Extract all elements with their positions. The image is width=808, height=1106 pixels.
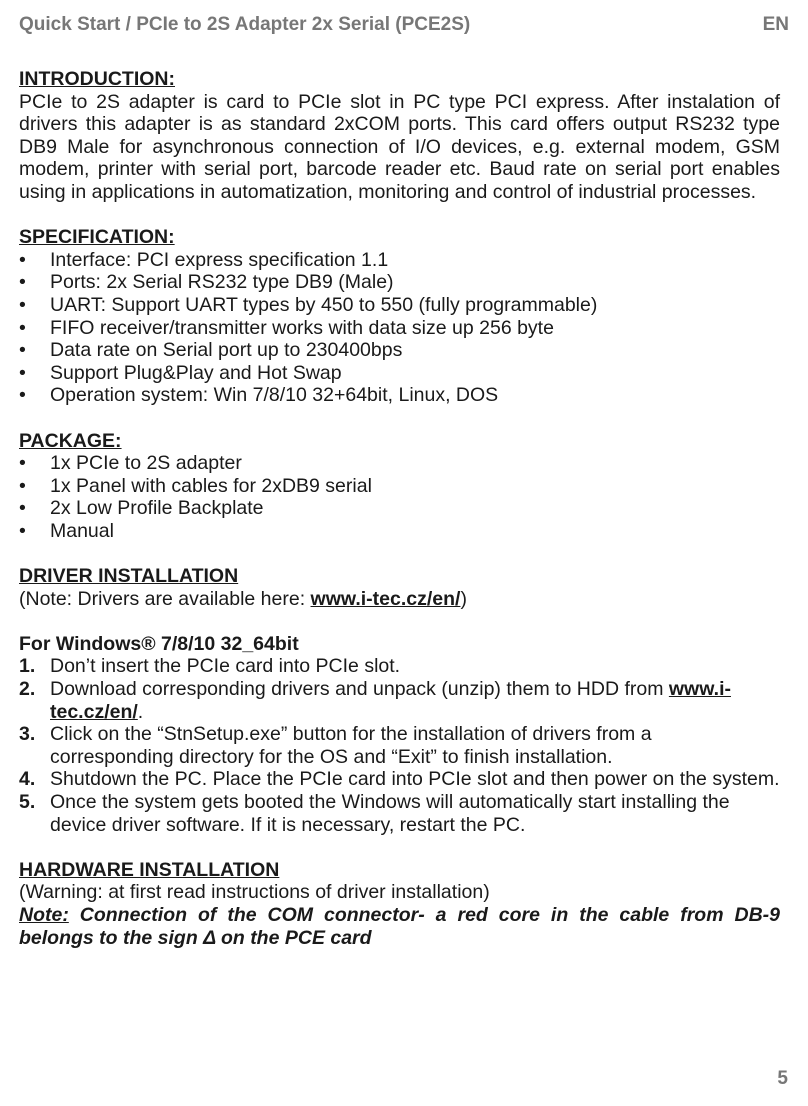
introduction-section bbox=[19, 68, 780, 204]
hardware-installation-heading: HARDWARE INSTALLATION bbox=[19, 858, 280, 881]
driver-note: (Note: Drivers are available here: www.i-tec.cz/en/) bbox=[19, 587, 467, 610]
hardware-warning: (Warning: at first read instructions of driver installation) bbox=[19, 881, 490, 904]
step-item: 1. Don’t insert the PCIe card into PCIe slot. bbox=[19, 655, 401, 678]
hardware-note: Note: Connection of the COM connector- a red core in the cable from DB-9 belongs to the sign Δ on the PCE card bbox=[19, 903, 780, 949]
package-section bbox=[19, 430, 780, 543]
step-item: 3. Click on the “StnSetup.exe” button for the installation of drivers from a corresponding directory for the OS and “Exit” to finish installation. bbox=[19, 723, 652, 768]
driver-download-link[interactable]: www.i-tec.cz/en/ bbox=[310, 587, 461, 610]
document-body bbox=[19, 68, 780, 949]
driver-installation-section bbox=[19, 565, 780, 836]
driver-download-link[interactable]: www.i-tec.cz/en/ bbox=[50, 678, 731, 723]
step-item: 2. Download corresponding drivers and unpack (unzip) them to HDD from www.i-tec.cz/en/. bbox=[19, 678, 731, 723]
specification-section bbox=[19, 226, 780, 407]
list-item: • Manual bbox=[19, 520, 780, 543]
driver-installation-heading: DRIVER INSTALLATION bbox=[19, 565, 239, 588]
list-item: • 2x Low Profile Backplate bbox=[19, 497, 780, 520]
step-item: 5. Once the system gets booted the Windows will automatically start installing the device driver software. If it is necessary, restart the PC. bbox=[19, 791, 730, 836]
list-item: • FIFO receiver/transmitter works with data size up 256 byte bbox=[19, 317, 780, 340]
list-item: • Ports: 2x Serial RS232 type DB9 (Male) bbox=[19, 271, 780, 294]
language-code: EN bbox=[762, 14, 789, 35]
driver-steps bbox=[19, 655, 780, 836]
list-item: • 1x Panel with cables for 2xDB9 serial bbox=[19, 475, 780, 498]
list-item: • 1x PCIe to 2S adapter bbox=[19, 452, 780, 475]
list-item: • Interface: PCI express specification 1.1 bbox=[19, 249, 780, 272]
step-item: 4. Shutdown the PC. Place the PCIe card into PCIe slot and then power on the system. bbox=[19, 768, 780, 791]
specification-heading: SPECIFICATION: bbox=[19, 226, 175, 249]
page-number: 5 bbox=[777, 1068, 788, 1089]
list-item: • Operation system: Win 7/8/10 32+64bit, Linux, DOS bbox=[19, 384, 780, 407]
document-title: Quick Start / PCIe to 2S Adapter 2x Serial (PCE2S) bbox=[19, 14, 471, 35]
list-item: • Support Plug&Play and Hot Swap bbox=[19, 362, 780, 385]
introduction-heading: INTRODUCTION: bbox=[19, 68, 175, 90]
specification-list bbox=[19, 249, 780, 407]
page-header bbox=[19, 14, 789, 36]
package-list bbox=[19, 452, 780, 542]
list-item: • UART: Support UART types by 450 to 550 (fully programmable) bbox=[19, 294, 780, 317]
list-item: • Data rate on Serial port up to 230400bps bbox=[19, 339, 780, 362]
introduction-text: PCIe to 2S adapter is card to PCIe slot in PC type PCI express. After instalation of drivers this adapter is as standard 2xCOM ports. This card offers output RS232 type DB9 Male for asynchronous connection of I/O devices, e.g. external modem, GSM modem, printer with serial port, barcode reader etc. Baud rate on serial port enables using in applications in automatization, monitoring and control of industrial processes. bbox=[19, 90, 780, 203]
windows-heading: For Windows® 7/8/10 32_64bit bbox=[19, 632, 299, 655]
hardware-installation-section bbox=[19, 859, 780, 949]
package-heading: PACKAGE: bbox=[19, 429, 122, 452]
